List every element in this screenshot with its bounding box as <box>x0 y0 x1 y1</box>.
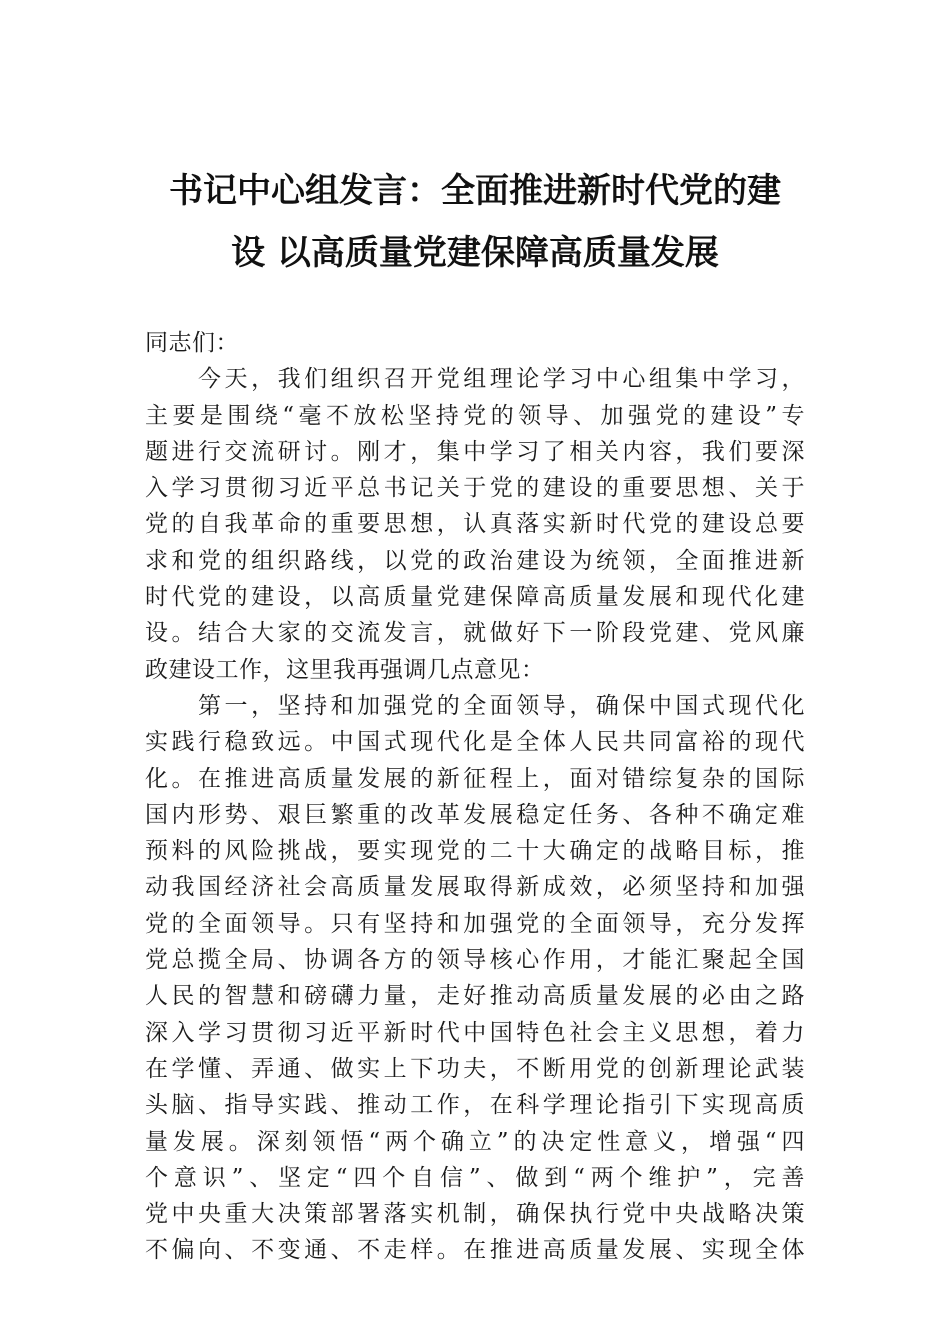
text-line: 深入学习贯彻习近平新时代中国特色社会主义思想，着力 <box>145 1019 805 1046</box>
text-line: 政建设工作，这里我再强调几点意见： <box>145 656 545 683</box>
text-line: 人民的智慧和磅礴力量，走好推动高质量发展的必由之路 <box>145 983 805 1010</box>
text-line: 设。结合大家的交流发言，就做好下一阶段党建、党风廉 <box>145 620 805 647</box>
text-line: 党中央重大决策部署落实机制，确保执行党中央战略决策 <box>145 1201 805 1228</box>
text-line: 题进行交流研讨。刚才，集中学习了相关内容，我们要深 <box>145 438 805 465</box>
text-line: 党的自我革命的重要思想，认真落实新时代党的建设总要 <box>145 511 805 538</box>
text-line: 入学习贯彻习近平总书记关于党的建设的重要思想、关于 <box>145 475 805 502</box>
title-line-2: 设 以高质量党建保障高质量发展 <box>231 233 719 273</box>
text-line: 在学懂、弄通、做实上下功夫，不断用党的创新理论武装 <box>145 1055 805 1082</box>
text-line: 预料的风险挑战，要实现党的二十大确定的战略目标，推 <box>145 838 805 865</box>
text-line: 党的全面领导。只有坚持和加强党的全面领导，充分发挥 <box>145 910 805 937</box>
text-line: 求和党的组织路线，以党的政治建设为统领，全面推进新 <box>145 547 805 574</box>
text-line: 头脑、指导实践、推动工作，在科学理论指引下实现高质 <box>145 1092 805 1119</box>
salutation: 同志们： <box>145 330 239 356</box>
document-title <box>140 160 810 284</box>
text-line: 国内形势、艰巨繁重的改革发展稳定任务、各种不确定难 <box>145 801 805 828</box>
text-line: 时代党的建设，以高质量党建保障高质量发展和现代化建 <box>145 584 805 611</box>
text-line: 量发展。深刻领悟“两个确立”的决定性意义，增强“四 <box>145 1128 805 1155</box>
text-line: 实践行稳致远。中国式现代化是全体人民共同富裕的现代 <box>145 729 805 756</box>
document-body <box>145 325 805 1269</box>
text-line: 化。在推进高质量发展的新征程上，面对错综复杂的国际 <box>145 765 805 792</box>
text-line: 不偏向、不变通、不走样。在推进高质量发展、实现全体 <box>145 1237 805 1264</box>
text-line: 主要是围绕“毫不放松坚持党的领导、加强党的建设”专 <box>145 402 805 429</box>
text-line: 党总揽全局、协调各方的领导核心作用，才能汇聚起全国 <box>145 947 805 974</box>
text-line: 动我国经济社会高质量发展取得新成效，必须坚持和加强 <box>145 874 805 901</box>
text-line: 个意识”、坚定“四个自信”、做到“两个维护”，完善 <box>145 1164 805 1191</box>
text-line: 第一，坚持和加强党的全面领导，确保中国式现代化 <box>145 692 805 719</box>
title-line-1: 书记中心组发言：全面推进新时代党的建 <box>169 171 781 211</box>
text-line: 今天，我们组织召开党组理论学习中心组集中学习， <box>145 366 805 393</box>
